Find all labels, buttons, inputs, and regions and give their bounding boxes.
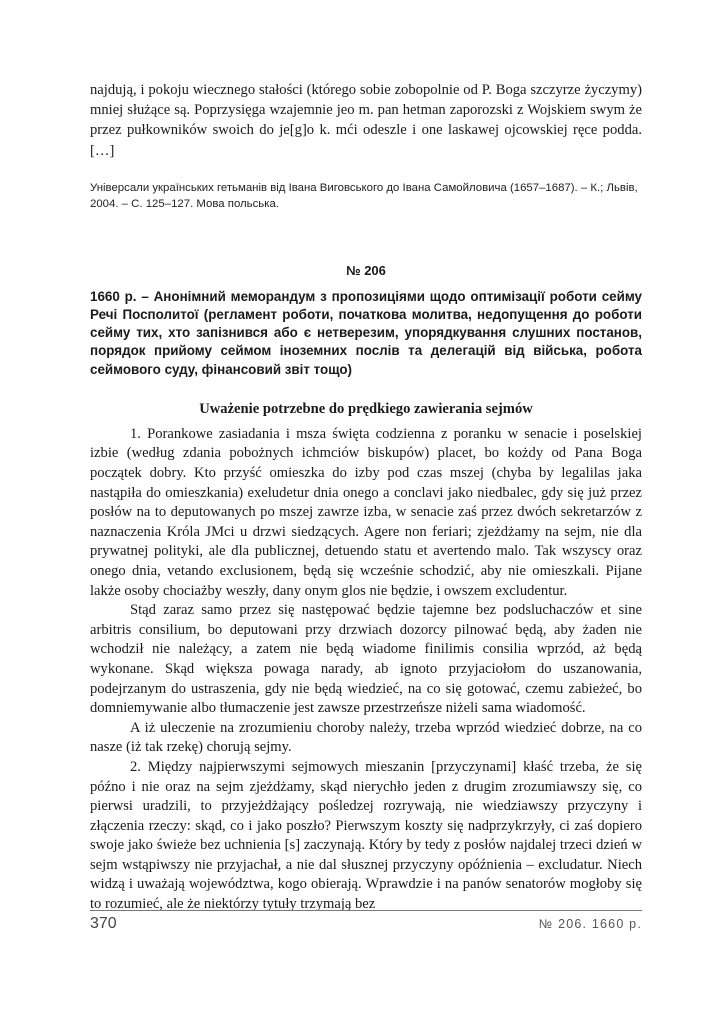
- document-title: Uważenie potrzebne do prędkiego zawierania sejmów: [199, 400, 533, 417]
- page-body: [90, 80, 642, 915]
- source-note: Універсали українських гетьманів від Івана Виговського до Івана Самойловича (1657–1687). – К.; Львів, 2004. – С. 125–127. Мова польська.: [90, 181, 638, 210]
- running-head: № 206. 1660 р.: [538, 917, 642, 931]
- paragraph-3: A iż uleczenie na zrozumieniu choroby należy, trzeba wprzód wiedzieć dobrze, na co nasze (iż tak rzekę) chorują sejmy.: [90, 719, 642, 756]
- continuation-text: najdują, i pokoju wiecznego stałości (którego sobie zobopolnie od P. Boga szczyrze życzymy) mniej służące są. Poprzysięga wzajemnie jeo m. pan hetman zaporozski z Wojskiem swym że przez pułkowników swoich do je[g]o k. mći odeszle i one laskawej ojcowskiej ręce podda. […]: [90, 82, 642, 159]
- document-body: [90, 425, 642, 915]
- footer-rule: [90, 910, 642, 911]
- document-number: № 206: [346, 262, 386, 278]
- paragraph-4: 2. Między najpierwszymi sejmowych mieszanin [przyczynami] kłaść trzeba, że się późno i nie oraz na sejm zjeżdżamy, skąd nierychło jeden z drugim zrozumiawszy się, co pierwsi uradzili, to przyjeżdżający pośledzej rozrywają, nie wiedziawszy przyczyny i złączenia rzeczy: skąd, co i jako poszło? Pierwszym koszty się nadprzykrzyły, ci zaś dopiero swoje jako świeże bez uchnienia [s] zaczynają. Który by tedy z posłów najdalej trzeci dzień w sejm wstąpiwszy nie przyjachał, a nie dal słusznej przyczyny opóźnienia – excludatur. Niech widzą i uważają województwa, kogo obierają. Wprawdzie i na panów senatorów mogłoby się to rozumieć, ale że niektórzy tytuły trzymają bez: [90, 758, 642, 913]
- page-number: 370: [90, 915, 117, 932]
- document-heading: 1660 р. – Анонімний меморандум з пропозиціями щодо оптимізації роботи сейму Речі Посполитої (регламент роботи, початкова молитва, недопущення до роботи сейму тих, хто запізнився або є нетверезим, упорядкування слушних постанов, порядок прийому сеймом іноземних послів та делегацій від війська, робота сеймового суду, фінансовий звіт тощо): [90, 288, 642, 377]
- paragraph-1: 1. Porankowe zasiadania i msza święta codzienna z poranku w senacie i poselskiej izbie (według zdania pobożnych ichmciów biskupów) placet, bo kożdy od Pana Boga początek dobry. Kto przyść omieszka do izby pod czas mszej (chyba by legalilas jaka nastąpiła do omieszkania) exeludetur dnia onego a conclavi jako niedbalec, gdy się już przez posłów na to deputowanych po mszej zawrze izba, w senacie zaś przez dwóch sekretarzów z naznaczenia Króla JMci u drzwi siedzących. Agere non feriari; zjeżdżamy na sejm, nie dla prywatnej polityki, ale dla publicznej, detuendo statu et avertendo malo. Tak wszyscy oraz onego dnia, vetando exclusionem, będą się wcześnie schodzić, aby nie omieszkali. Pijane lakże osoby chociażby weszły, dany onym glos nie będzie, i owszem excludentur.: [90, 425, 642, 599]
- paragraph-2: Stąd zaraz samo przez się następować będzie tajemne bez podsluchaczów et sine arbitris consilium, bo deputowani przy drzwiach dozorcy pilnować będą, aby żaden nie wchodził nie należący, a zatem nie będą wiadome finilimis consilia wprzód, aż będą wykonane. Skąd większa powaga narady, ab ignoto przyjaciołom do uszanowania, podejrzanym do ustraszenia, gdy nie będą wiedzieć, na co się gotować, czemu zabieżeć, bo domniemywanie albo tłumaczenie jest zawsze przestrzeńsze niżeli sama wiadomość.: [90, 602, 642, 717]
